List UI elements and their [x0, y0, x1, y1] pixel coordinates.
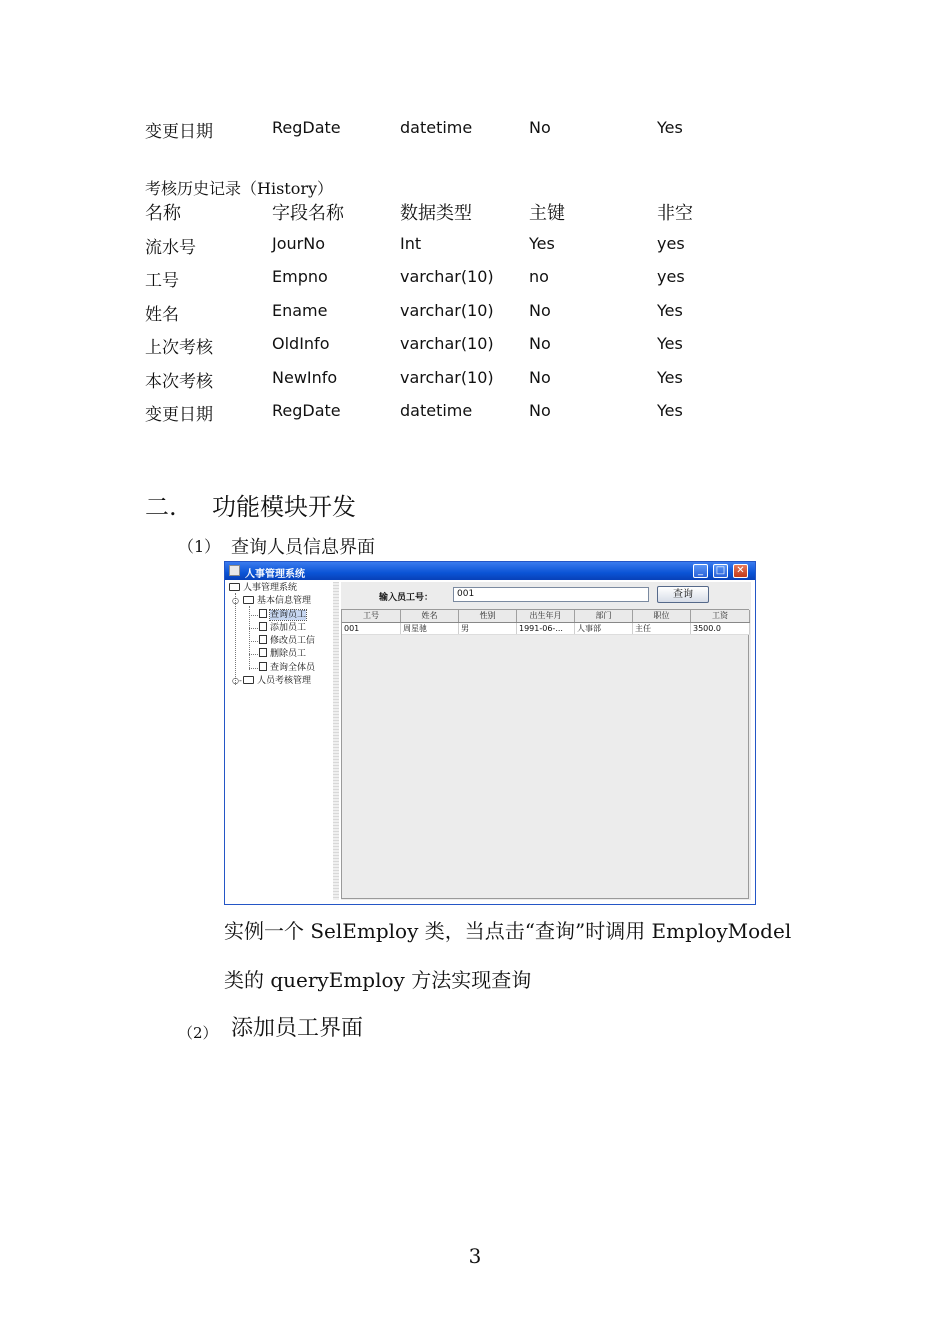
- row-notnull: Yes: [657, 401, 683, 420]
- row-pk: Yes: [529, 234, 555, 253]
- sub1-title: 查询人员信息界面: [231, 537, 375, 558]
- row-type: varchar(10): [400, 301, 494, 320]
- col-header[interactable]: 工资: [691, 610, 750, 622]
- nav-tree: [229, 582, 334, 900]
- row-type: datetime: [400, 401, 473, 420]
- section-number: 二.: [145, 493, 177, 521]
- folder-open-icon: [243, 596, 254, 604]
- col-header[interactable]: 姓名: [401, 610, 459, 622]
- col-header[interactable]: 职位: [633, 610, 691, 622]
- row-field: JourNo: [272, 234, 325, 253]
- row-field: Empno: [272, 267, 328, 286]
- document-icon: [259, 622, 267, 631]
- row-field: OldInfo: [272, 334, 330, 353]
- row-field: NewInfo: [272, 368, 338, 387]
- window-title: 人事管理系统: [245, 569, 305, 580]
- document-icon: [259, 635, 267, 644]
- splitter-handle[interactable]: [333, 582, 339, 900]
- row-type: Int: [400, 234, 422, 253]
- table-cell: 男: [459, 623, 517, 634]
- table-cell: 周星驰: [401, 623, 459, 634]
- document-icon: [259, 609, 267, 618]
- header-pk: 主键: [529, 203, 565, 224]
- row-name: 上次考核: [145, 338, 213, 358]
- query-button[interactable]: 查询: [657, 586, 709, 603]
- tree-group-basic-info[interactable]: 基本信息管理: [243, 596, 311, 607]
- employee-id-label: 输入员工号：: [379, 593, 434, 603]
- top-row-pk: No: [529, 118, 551, 137]
- header-type: 数据类型: [400, 203, 472, 224]
- paragraph-line: 实例一个 SelEmploy 类，当点击“查询”时调用 EmployModel: [224, 919, 792, 943]
- collapse-toggle-icon[interactable]: ○-: [232, 676, 242, 685]
- table-cell: 001: [342, 623, 401, 634]
- tree-item-query-employee[interactable]: 查询员工: [259, 609, 306, 621]
- folder-icon: [229, 583, 240, 591]
- folder-icon: [243, 676, 254, 684]
- sub2-number: （2）: [178, 1024, 218, 1042]
- table-cell: 主任: [633, 623, 691, 634]
- row-type: varchar(10): [400, 368, 494, 387]
- header-name: 名称: [145, 203, 181, 224]
- expand-toggle-icon[interactable]: ○: [232, 596, 239, 605]
- row-name: 变更日期: [145, 405, 213, 425]
- results-table-header: [342, 610, 750, 623]
- tree-group-assessment[interactable]: 人员考核管理: [243, 676, 311, 687]
- row-type: varchar(10): [400, 267, 494, 286]
- title-bar: [225, 562, 755, 580]
- query-panel: [341, 582, 751, 900]
- history-caption: 考核历史记录（History）: [145, 179, 334, 198]
- tree-item-delete-employee[interactable]: 删除员工: [259, 648, 306, 660]
- header-notnull: 非空: [657, 203, 693, 224]
- tree-root[interactable]: 人事管理系统: [229, 583, 297, 594]
- maximize-button[interactable]: □: [713, 564, 728, 578]
- employee-id-input[interactable]: 001: [453, 587, 649, 602]
- table-row[interactable]: [342, 623, 750, 635]
- tree-item-edit-employee[interactable]: 修改员工信: [259, 635, 315, 647]
- table-cell: 人事部: [575, 623, 633, 634]
- row-name: 姓名: [145, 305, 179, 325]
- row-pk: No: [529, 334, 551, 353]
- results-table: [341, 609, 749, 899]
- top-row-type: datetime: [400, 118, 473, 137]
- table-cell: 1991-06-...: [517, 623, 575, 634]
- row-notnull: Yes: [657, 368, 683, 387]
- row-field: Ename: [272, 301, 328, 320]
- row-type: varchar(10): [400, 334, 494, 353]
- page-number: 3: [468, 1244, 482, 1268]
- minimize-button[interactable]: _: [693, 564, 708, 578]
- paragraph-line: 类的 queryEmploy 方法实现查询: [224, 968, 532, 992]
- tree-item-add-employee[interactable]: 添加员工: [259, 622, 306, 634]
- col-header[interactable]: 性别: [459, 610, 517, 622]
- row-name: 流水号: [145, 238, 196, 258]
- document-icon: [259, 662, 267, 671]
- col-header[interactable]: 部门: [575, 610, 633, 622]
- row-notnull: yes: [657, 267, 685, 286]
- close-button[interactable]: ✕: [733, 564, 748, 578]
- row-pk: no: [529, 267, 549, 286]
- row-notnull: Yes: [657, 301, 683, 320]
- app-window-screenshot: [224, 561, 756, 905]
- sub1-number: （1）: [178, 537, 221, 556]
- row-pk: No: [529, 301, 551, 320]
- top-row-notnull: Yes: [657, 118, 683, 137]
- row-name: 本次考核: [145, 372, 213, 392]
- row-pk: No: [529, 401, 551, 420]
- col-header[interactable]: 出生年月: [517, 610, 575, 622]
- top-row-field: RegDate: [272, 118, 341, 137]
- row-notnull: yes: [657, 234, 685, 253]
- col-header[interactable]: 工号: [342, 610, 401, 622]
- section-title: 功能模块开发: [212, 493, 356, 521]
- table-cell: 3500.0: [691, 623, 750, 634]
- row-notnull: Yes: [657, 334, 683, 353]
- document-icon: [259, 648, 267, 657]
- java-app-icon: [229, 565, 240, 576]
- header-field: 字段名称: [272, 203, 344, 224]
- row-field: RegDate: [272, 401, 341, 420]
- top-row-name: 变更日期: [145, 122, 213, 142]
- row-pk: No: [529, 368, 551, 387]
- sub2-title: 添加员工界面: [231, 1016, 364, 1041]
- row-name: 工号: [145, 271, 179, 291]
- tree-item-query-all[interactable]: 查询全体员: [259, 662, 315, 674]
